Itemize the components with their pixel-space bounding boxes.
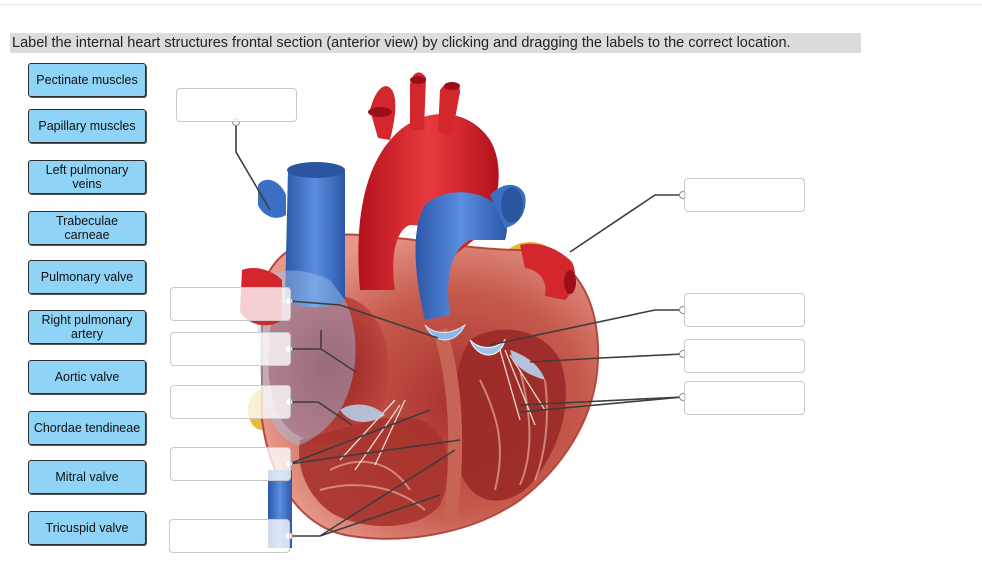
leader-line-3 [289, 301, 438, 338]
aortic-arch [358, 114, 498, 290]
drop-target-1[interactable] [176, 88, 297, 122]
pulmonary-vein-opening [564, 270, 576, 294]
drop-target-10[interactable] [169, 519, 290, 553]
subclavian-opening [444, 82, 460, 90]
label-pectinate-muscles[interactable]: Pectinate muscles [28, 63, 146, 97]
tricuspid-valve [340, 405, 385, 422]
aortic-valve [470, 340, 505, 355]
pulmonary-valve [425, 325, 465, 340]
leader-line-11 [289, 410, 430, 464]
label-papillary-muscles[interactable]: Papillary muscles [28, 109, 146, 143]
leader-line-2 [570, 195, 683, 252]
leader-line-4 [490, 310, 683, 345]
superior-vena-cava [285, 164, 345, 308]
label-mitral-valve[interactable]: Mitral valve [28, 460, 146, 494]
leader-line-10 [520, 397, 683, 412]
mitral-valve [510, 350, 545, 380]
left-pulmonary-artery [490, 185, 526, 228]
left-subclavian [438, 82, 460, 135]
leader-line-8 [289, 402, 352, 425]
leader-line-12 [289, 440, 460, 464]
svc-opening [287, 162, 345, 178]
leader-lines [236, 122, 683, 536]
leader-line-15 [320, 495, 440, 536]
drop-target-2[interactable] [684, 178, 805, 212]
pulmonary-trunk [416, 192, 507, 320]
drop-target-7[interactable] [170, 385, 291, 419]
label-trabeculae-carneae[interactable]: Trabeculae carneae [28, 211, 146, 245]
leader-line-1 [236, 122, 270, 210]
pulmonary-artery-opening [501, 187, 523, 223]
drop-target-3[interactable] [170, 287, 291, 321]
heart-outer-wall [261, 234, 598, 538]
left-ventricle-chamber [453, 330, 565, 501]
label-left-pulmonary-veins[interactable]: Left pulmonary veins [28, 160, 146, 194]
epicardial-fat [248, 242, 555, 430]
chordae-strands [340, 350, 545, 470]
label-right-pulmonary-artery[interactable]: Right pulmonary artery [28, 310, 146, 344]
label-pulmonary-valve[interactable]: Pulmonary valve [28, 260, 146, 294]
left-pulmonary-veins [520, 244, 575, 300]
leader-line-6 [321, 349, 356, 372]
right-pulmonary-vein-stub [258, 180, 286, 218]
leader-line-9 [520, 397, 683, 405]
drop-target-8[interactable] [684, 381, 805, 415]
right-ventricle-chamber [299, 417, 448, 526]
drop-target-4[interactable] [684, 293, 805, 327]
left-common-carotid [410, 72, 426, 130]
drop-target-5[interactable] [170, 332, 291, 366]
interventricular-septum [440, 330, 455, 520]
brachiocephalic-artery [370, 86, 395, 140]
leader-line-7 [530, 354, 683, 362]
leader-line-14 [320, 450, 455, 536]
trabeculae-texture [320, 370, 547, 510]
top-divider [0, 4, 982, 5]
drop-target-9[interactable] [170, 447, 291, 481]
drop-target-6[interactable] [684, 339, 805, 373]
leader-line-5 [289, 330, 321, 349]
leader-endpoints [233, 119, 687, 540]
label-chordae-tendineae[interactable]: Chordae tendineae [28, 411, 146, 445]
instruction-text: Label the internal heart structures frontal section (anterior view) by clicking and dragging the labels to the correct location. [10, 33, 861, 53]
label-tricuspid-valve[interactable]: Tricuspid valve [28, 511, 146, 545]
carotid-opening [410, 76, 426, 84]
brachiocephalic-opening [368, 107, 392, 117]
label-aortic-valve[interactable]: Aortic valve [28, 360, 146, 394]
